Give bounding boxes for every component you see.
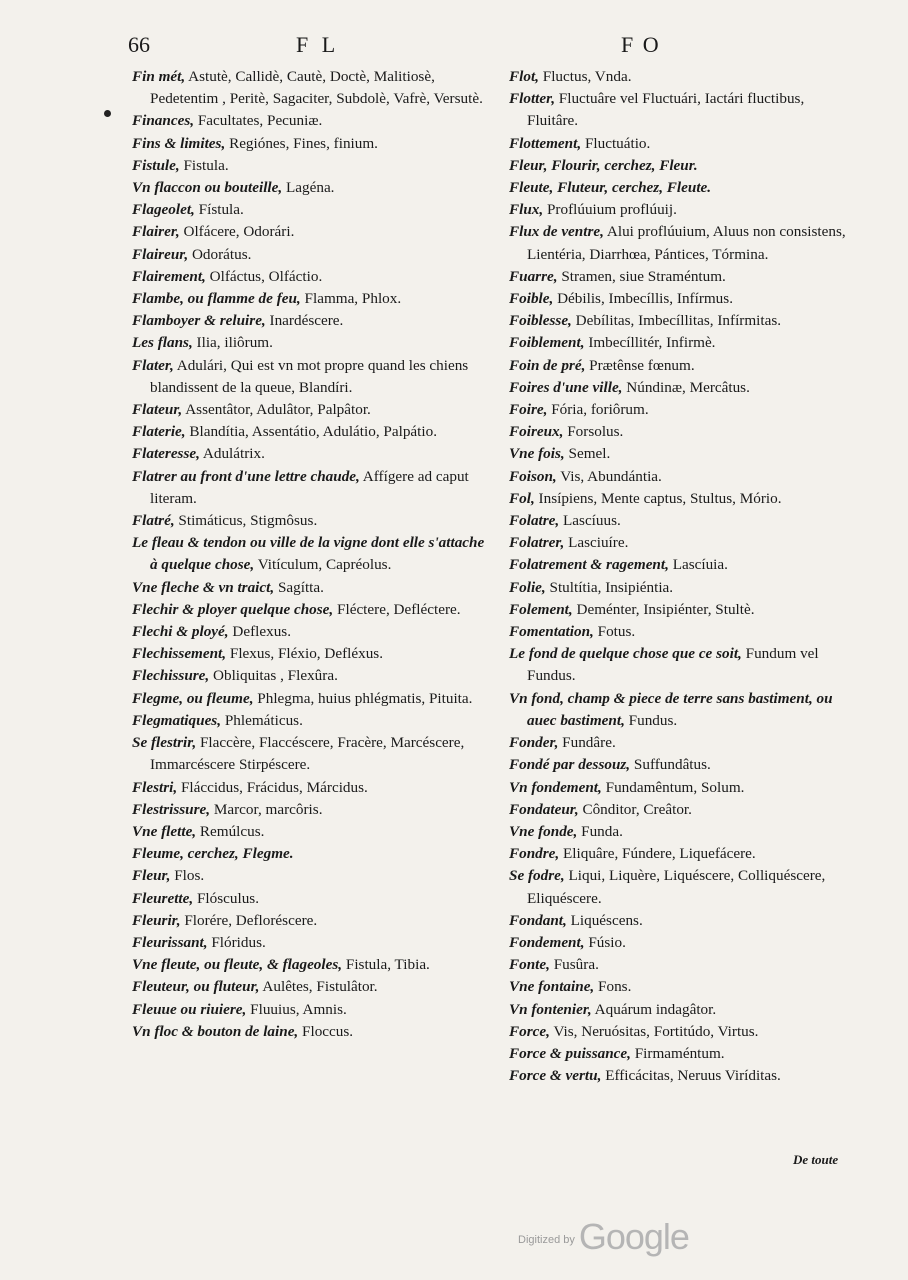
french-headword: Vne flette, — [132, 822, 197, 840]
latin-equivalent: Adulátrix. — [199, 445, 265, 463]
latin-equivalent: Flaccère, Flaccéscere, Fracère, Marcéscere, Immarcéscere Stirpéscere. — [150, 734, 465, 774]
dictionary-entry — [132, 777, 494, 799]
dictionary-entry — [132, 932, 494, 954]
dictionary-entry — [132, 510, 494, 532]
latin-equivalent: Regiónes, Fines, finium. — [225, 134, 378, 152]
dictionary-entry — [132, 110, 494, 132]
french-headword: Force & puissance, — [509, 1044, 631, 1062]
ink-blot-icon — [104, 110, 111, 117]
latin-equivalent: Ilia, iliôrum. — [192, 334, 273, 352]
dictionary-entry — [509, 777, 853, 799]
french-headword: Flatré, — [132, 512, 175, 530]
dictionary-entry — [509, 310, 853, 332]
dictionary-entry — [509, 754, 853, 776]
french-headword: Fleuue ou riuiere, — [132, 1000, 247, 1018]
dictionary-entry — [132, 244, 494, 266]
dictionary-entry — [132, 199, 494, 221]
dictionary-entry — [132, 155, 494, 177]
french-headword: Flambe, ou flamme de feu, — [132, 290, 301, 308]
french-headword: Vn flaccon ou bouteille, — [132, 179, 283, 197]
dictionary-entry — [509, 843, 853, 865]
dictionary-entry — [132, 710, 494, 732]
french-headword: Folatrer, — [509, 534, 565, 552]
french-headword: Flateresse, — [132, 445, 200, 463]
latin-equivalent: Semel. — [564, 445, 611, 463]
latin-equivalent: Flexus, Fléxio, Defléxus. — [226, 645, 384, 663]
french-headword: Fleume, cerchez, Flegme. — [132, 845, 294, 863]
dictionary-entry — [509, 443, 853, 465]
french-headword: Fondre, — [509, 845, 560, 863]
dictionary-entry — [132, 221, 494, 243]
latin-equivalent: Obliquitas , Flexûra. — [209, 667, 338, 685]
french-headword: Foin de pré, — [509, 356, 586, 374]
french-headword: Flamboyer & reluire, — [132, 312, 266, 330]
french-headword: Vne fleche & vn traict, — [132, 578, 275, 596]
dictionary-entry — [509, 221, 853, 265]
french-headword: Fleute, Fluteur, cerchez, Fleute. — [509, 179, 712, 197]
french-headword: Flux de ventre, — [509, 223, 604, 241]
latin-equivalent: Firmaméntum. — [630, 1044, 725, 1062]
french-headword: Flotter, — [509, 90, 555, 108]
french-headword: Flechi & ployé, — [132, 623, 229, 641]
dictionary-entry — [132, 133, 494, 155]
latin-equivalent: Fusûra. — [549, 956, 599, 974]
dictionary-entry — [509, 88, 853, 132]
french-headword: Flestrissure, — [132, 800, 211, 818]
latin-equivalent: Lascíuia. — [668, 556, 728, 574]
dictionary-entry — [509, 532, 853, 554]
watermark — [518, 1216, 689, 1258]
french-headword: Vne fleute, ou fleute, & flageoles, — [132, 956, 343, 974]
running-header — [0, 32, 908, 62]
french-headword: Fleur, — [132, 867, 171, 885]
french-headword: Les flans, — [132, 334, 193, 352]
dictionary-entry — [509, 332, 853, 354]
dictionary-entry — [509, 177, 853, 199]
french-headword: Flestri, — [132, 778, 178, 796]
french-headword: Fin mét, — [132, 68, 186, 85]
french-headword: Foiblesse, — [509, 312, 572, 330]
latin-equivalent: Fluctus, Vnda. — [538, 68, 632, 85]
dictionary-entry — [509, 355, 853, 377]
latin-equivalent: Fúsio. — [584, 933, 626, 951]
dictionary-entry — [509, 621, 853, 643]
french-headword: Foible, — [509, 290, 554, 308]
french-headword: Flegme, ou fleume, — [132, 689, 254, 707]
latin-equivalent: Deflexus. — [228, 623, 292, 641]
french-headword: Vn fondement, — [509, 778, 602, 796]
dictionary-entry — [132, 888, 494, 910]
dictionary-entry — [132, 443, 494, 465]
latin-equivalent: Fotus. — [593, 623, 636, 641]
french-headword: Fleurissant, — [132, 933, 208, 951]
dictionary-entry — [132, 732, 494, 776]
french-headword: Flatrer au front d'une lettre chaude, — [132, 467, 360, 485]
latin-equivalent: Insípiens, Mente captus, Stultus, Mório. — [534, 489, 782, 507]
latin-equivalent: Remúlcus. — [196, 822, 265, 840]
dictionary-entry — [509, 510, 853, 532]
french-headword: Fleuteur, ou fluteur, — [132, 978, 260, 996]
latin-equivalent: Vis, Abundántia. — [556, 467, 662, 485]
dictionary-entry — [132, 976, 494, 998]
dictionary-entry — [509, 821, 853, 843]
latin-equivalent: Assentâtor, Adulâtor, Palpâtor. — [182, 401, 371, 419]
french-headword: Flaterie, — [132, 423, 186, 441]
latin-equivalent: Fons. — [594, 978, 632, 996]
latin-equivalent: Suffundâtus. — [630, 756, 711, 774]
french-headword: Folatre, — [509, 512, 560, 530]
dictionary-entry — [132, 599, 494, 621]
dictionary-entry — [509, 1021, 853, 1043]
french-headword: Foire, — [509, 401, 548, 419]
french-headword: Flegmatiques, — [132, 711, 222, 729]
google-logo: Google — [578, 1216, 689, 1257]
latin-equivalent: Fundamêntum, Solum. — [601, 778, 745, 796]
dictionary-entry — [509, 133, 853, 155]
latin-equivalent: Aulêtes, Fistulâtor. — [259, 978, 378, 996]
dictionary-entry — [132, 688, 494, 710]
french-headword: Flater, — [132, 356, 174, 374]
dictionary-entry — [509, 599, 853, 621]
dictionary-entry — [509, 488, 853, 510]
french-headword: Folement, — [509, 600, 573, 618]
dictionary-entry — [132, 910, 494, 932]
dictionary-entry — [132, 999, 494, 1021]
french-headword: Finances, — [132, 112, 195, 130]
latin-equivalent: Lascíuus. — [559, 512, 621, 530]
french-headword: Se flestrir, — [132, 734, 197, 752]
latin-equivalent: Fundus. — [624, 711, 678, 729]
dictionary-entry — [509, 466, 853, 488]
dictionary-entry — [509, 1043, 853, 1065]
french-headword: Fleurette, — [132, 889, 194, 907]
latin-equivalent: Liqui, Liquère, Liquéscere, Colliquéscere, Eliquéscere. — [527, 867, 826, 907]
dictionary-entry — [509, 66, 853, 88]
latin-equivalent: Olfáctus, Olfáctio. — [205, 267, 323, 285]
french-headword: Flux, — [509, 201, 544, 219]
latin-equivalent: Flóridus. — [207, 933, 266, 951]
dictionary-entry — [132, 288, 494, 310]
latin-equivalent: Phlegma, huius phlégmatis, Pituita. — [253, 689, 473, 707]
latin-equivalent: Cônditor, Creâtor. — [578, 800, 692, 818]
latin-equivalent: Prætênse fœnum. — [585, 356, 695, 374]
latin-equivalent: Fístula. — [194, 201, 244, 219]
french-headword: Vn fontenier, — [509, 1000, 592, 1018]
latin-equivalent: Fundâre. — [558, 734, 616, 752]
left-column — [132, 66, 494, 1043]
dictionary-entry — [132, 266, 494, 288]
french-headword: Foireux, — [509, 423, 564, 441]
french-headword: Flechissement, — [132, 645, 227, 663]
french-headword: Flateur, — [132, 401, 183, 419]
dictionary-entry — [132, 954, 494, 976]
latin-equivalent: Flósculus. — [193, 889, 259, 907]
latin-equivalent: Fluctuátio. — [581, 134, 651, 152]
dictionary-entry — [132, 577, 494, 599]
french-headword: Force & vertu, — [509, 1067, 602, 1085]
french-headword: Flaireur, — [132, 245, 189, 263]
french-headword: Vn fond, champ & piece de terre sans bastiment, ou auec bastiment, — [509, 689, 833, 729]
french-headword: Flechissure, — [132, 667, 210, 685]
dictionary-entry — [509, 577, 853, 599]
catchword: De toute — [793, 1152, 839, 1167]
latin-equivalent: Fléctere, Defléctere. — [333, 600, 461, 618]
right-running-head: F O — [621, 32, 661, 57]
dictionary-entry — [509, 688, 853, 732]
dictionary-entry — [132, 1021, 494, 1043]
french-headword: Foison, — [509, 467, 557, 485]
dictionary-entry — [509, 288, 853, 310]
french-headword: Se fodre, — [509, 867, 565, 885]
latin-equivalent: Deménter, Insipiénter, Stultè. — [572, 600, 755, 618]
dictionary-entry — [509, 1065, 853, 1087]
latin-equivalent: Núndinæ, Mercâtus. — [622, 378, 750, 396]
french-headword: Vne fois, — [509, 445, 565, 463]
dictionary-entry — [509, 643, 853, 687]
dictionary-entry — [132, 421, 494, 443]
dictionary-entry — [509, 910, 853, 932]
dictionary-entry — [509, 732, 853, 754]
dictionary-entry — [509, 266, 853, 288]
latin-equivalent: Fistula. — [179, 156, 229, 174]
latin-equivalent: Alui proflúuium, Aluus non consistens, Lientéria, Diarrhœa, Pántices, Tórmina. — [527, 223, 846, 263]
latin-equivalent: Phlemáticus. — [221, 711, 303, 729]
dictionary-entry — [132, 821, 494, 843]
french-headword: Vne fonde, — [509, 822, 578, 840]
latin-equivalent: Aquárum indagâtor. — [591, 1000, 717, 1018]
french-headword: Fins & limites, — [132, 134, 226, 152]
dictionary-entry — [509, 954, 853, 976]
dictionary-entry — [509, 976, 853, 998]
french-headword: Fleur, Flourir, cerchez, Fleur. — [509, 156, 698, 174]
latin-equivalent: Adulári, Qui est vn mot propre quand les chiens blandissent de la queue, Blandíri. — [150, 356, 469, 396]
watermark-prefix: Digitized by — [518, 1234, 575, 1246]
latin-equivalent: Facultates, Pecuniæ. — [194, 112, 323, 130]
dictionary-entry — [132, 310, 494, 332]
latin-equivalent: Florére, Defloréscere. — [180, 911, 318, 929]
dictionary-entry — [509, 865, 853, 909]
french-headword: Fuarre, — [509, 267, 558, 285]
latin-equivalent: Astutè, Callidè, Cautè, Doctè, Malitiosè, Pedetentim , Peritè, Sagaciter, Subdolè, Vafrè, Versutè. — [150, 68, 483, 108]
latin-equivalent: Fistula, Tibia. — [342, 956, 430, 974]
latin-equivalent: Fundum vel Fundus. — [527, 645, 819, 685]
french-headword: Foires d'une ville, — [509, 378, 623, 396]
french-headword: Fomentation, — [509, 623, 594, 641]
french-headword: Fonder, — [509, 734, 559, 752]
dictionary-entry — [509, 932, 853, 954]
dictionary-entry — [132, 355, 494, 399]
left-running-head: F L — [296, 32, 340, 57]
dictionary-entry — [132, 799, 494, 821]
dictionary-entry — [132, 865, 494, 887]
french-headword: Vne fontaine, — [509, 978, 595, 996]
french-headword: Fondateur, — [509, 800, 579, 818]
latin-equivalent: Funda. — [577, 822, 623, 840]
french-headword: Folie, — [509, 578, 546, 596]
latin-equivalent: Lagéna. — [282, 179, 335, 197]
latin-equivalent: Flamma, Phlox. — [300, 290, 402, 308]
latin-equivalent: Efficácitas, Neruus Viríditas. — [601, 1067, 781, 1085]
french-headword: Fondant, — [509, 911, 567, 929]
latin-equivalent: Fláccidus, Frácidus, Márcidus. — [177, 778, 368, 796]
latin-equivalent: Liquéscens. — [566, 911, 643, 929]
latin-equivalent: Vitículum, Capréolus. — [254, 556, 392, 574]
french-headword: Le fond de quelque chose que ce soit, — [509, 645, 742, 663]
latin-equivalent: Floccus. — [298, 1022, 354, 1040]
latin-equivalent: Odorátus. — [188, 245, 252, 263]
french-headword: Foiblement, — [509, 334, 585, 352]
latin-equivalent: Proflúuium proflúuij. — [543, 201, 677, 219]
latin-equivalent: Fluctuâre vel Fluctuári, Iactári fluctibus, Fluitâre. — [527, 90, 805, 130]
dictionary-entry — [132, 466, 494, 510]
latin-equivalent: Imbecíllitér, Infirmè. — [584, 334, 716, 352]
dictionary-entry — [509, 199, 853, 221]
french-headword: Flairer, — [132, 223, 180, 241]
dictionary-entry — [132, 621, 494, 643]
latin-equivalent: Fluuius, Amnis. — [246, 1000, 347, 1018]
french-headword: Force, — [509, 1022, 550, 1040]
dictionary-entry — [132, 177, 494, 199]
dictionary-entry — [509, 999, 853, 1021]
dictionary-entry — [509, 155, 853, 177]
dictionary-entry — [132, 532, 494, 576]
dictionary-entry — [132, 66, 494, 110]
french-headword: Fondement, — [509, 933, 585, 951]
dictionary-entry — [132, 643, 494, 665]
french-headword: Flageolet, — [132, 201, 195, 219]
french-headword: Flottement, — [509, 134, 582, 152]
latin-equivalent: Forsolus. — [563, 423, 624, 441]
right-column — [509, 66, 853, 1087]
latin-equivalent: Fória, foriôrum. — [547, 401, 649, 419]
latin-equivalent: Debílitas, Imbecíllitas, Infírmitas. — [571, 312, 782, 330]
latin-equivalent: Eliquâre, Fúndere, Liquefácere. — [559, 845, 756, 863]
dictionary-entry — [509, 377, 853, 399]
dictionary-entry — [132, 843, 494, 865]
latin-equivalent: Affígere ad caput literam. — [150, 467, 469, 507]
dictionary-entry — [509, 421, 853, 443]
dictionary-entry — [132, 665, 494, 687]
french-headword: Flairement, — [132, 267, 206, 285]
french-headword: Fonte, — [509, 956, 550, 974]
latin-equivalent: Sagítta. — [274, 578, 324, 596]
french-headword: Flechir & ployer quelque chose, — [132, 600, 334, 618]
latin-equivalent: Flos. — [170, 867, 205, 885]
french-headword: Fol, — [509, 489, 535, 507]
french-headword: Le fleau & tendon ou ville de la vigne dont elle s'attache à quelque chose, — [132, 534, 485, 574]
latin-equivalent: Lasciuíre. — [564, 534, 629, 552]
latin-equivalent: Olfácere, Odorári. — [179, 223, 295, 241]
french-headword: Flot, — [509, 68, 539, 85]
dictionary-entry — [509, 799, 853, 821]
french-headword: Fleurir, — [132, 911, 181, 929]
dictionary-entry — [132, 399, 494, 421]
latin-equivalent: Débilis, Imbecíllis, Infírmus. — [553, 290, 733, 308]
dictionary-entry — [509, 399, 853, 421]
french-headword: Folatrement & ragement, — [509, 556, 669, 574]
latin-equivalent: Stultítia, Insipiéntia. — [545, 578, 674, 596]
french-headword: Fondé par dessouz, — [509, 756, 631, 774]
latin-equivalent: Inardéscere. — [265, 312, 344, 330]
latin-equivalent: Stramen, siue Straméntum. — [557, 267, 726, 285]
latin-equivalent: Vis, Neruósitas, Fortitúdo, Virtus. — [549, 1022, 759, 1040]
dictionary-entry — [132, 332, 494, 354]
french-headword: Fistule, — [132, 156, 180, 174]
french-headword: Vn floc & bouton de laine, — [132, 1022, 299, 1040]
page-number: 66 — [128, 32, 150, 57]
latin-equivalent: Stimáticus, Stigmôsus. — [174, 512, 318, 530]
latin-equivalent: Blandítia, Assentátio, Adulátio, Palpátio. — [185, 423, 437, 441]
latin-equivalent: Marcor, marcôris. — [210, 800, 323, 818]
dictionary-entry — [509, 554, 853, 576]
